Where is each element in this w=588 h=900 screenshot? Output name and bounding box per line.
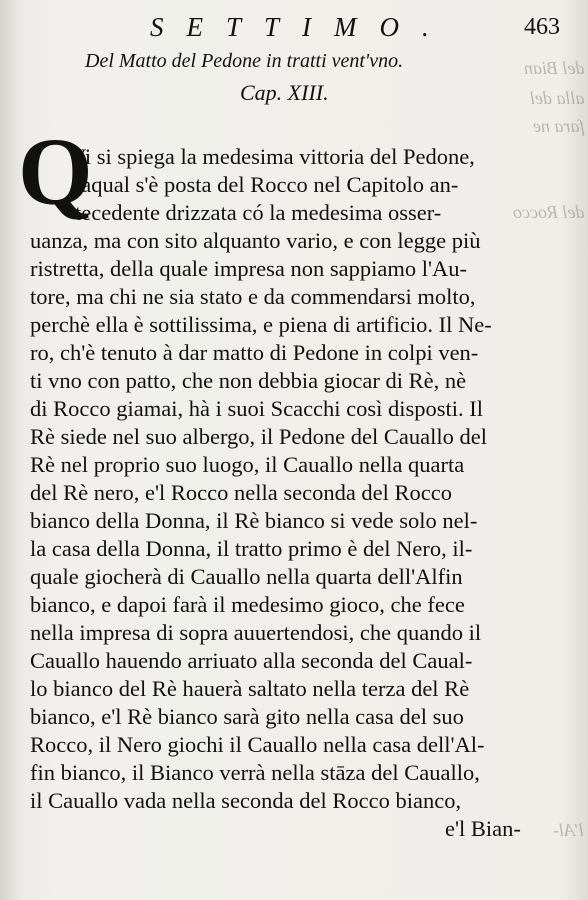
bleed-through-line-2: alla del bbox=[529, 88, 584, 108]
body-line: lo bianco del Rè hauerà saltato nella terza del Rè bbox=[30, 676, 470, 701]
bleed-through-line-3: fara ne bbox=[532, 116, 584, 136]
body-line: tore, ma chi ne sia stato e da commendarsi molto, bbox=[30, 284, 476, 309]
bleed-through-line-5: l'Al- bbox=[553, 820, 584, 840]
body-line: la casa della Donna, il tratto primo è del Nero, il- bbox=[30, 536, 473, 561]
chapter-title: Del Matto del Pedone in tratti vent'vno. bbox=[85, 50, 404, 72]
body-line: Rè nel proprio suo luogo, il Cauallo nella quarta bbox=[30, 452, 465, 477]
body-line: bianco, e'l Rè bianco sarà gito nella casa del suo bbox=[30, 704, 464, 729]
body-line: quale giocherà di Cauallo nella quarta dell'Alfin bbox=[30, 564, 463, 589]
body-line: Rè siede nel suo albergo, il Pedone del Cauallo del bbox=[30, 424, 487, 449]
body-line: ristretta, della quale impresa non sappiamo l'Au- bbox=[30, 256, 468, 281]
body-line: bianco della Donna, il Rè bianco si vede solo nel- bbox=[30, 508, 478, 533]
body-line: uanza, ma con sito alquanto vario, e con legge più bbox=[30, 228, 481, 253]
body-line: tecedente drizzata có la medesima osser- bbox=[75, 200, 442, 225]
bleed-through-line-4: del Rocco bbox=[512, 202, 584, 222]
drop-cap: Q bbox=[18, 118, 93, 225]
catchword: e'l Bian- bbox=[445, 816, 521, 841]
body-line: perchè ella è sottilissima, e piena di artificio. Il Ne- bbox=[30, 312, 492, 337]
body-line: del Rè nero, e'l Rocco nella seconda del Rocco bbox=[30, 480, 453, 505]
body-line: il Cauallo vada nella seconda del Rocco bianco, bbox=[30, 788, 462, 813]
body-line: ti vno con patto, che non debbia giocar di Rè, nè bbox=[30, 368, 467, 393]
page-number: 463 bbox=[524, 14, 560, 40]
body-line: Rocco, il Nero giochi il Cauallo nella casa dell'Al- bbox=[30, 732, 485, 757]
body-line: fin bianco, il Bianco verrà nella stāza del Cauallo, bbox=[30, 760, 480, 785]
body-line: Cauallo hauendo arriuato alla seconda del Caual- bbox=[30, 648, 473, 673]
running-head: SETTIMO. bbox=[150, 12, 452, 42]
body-line: ro, ch'è tenuto à dar matto di Pedone in colpi ven- bbox=[30, 340, 479, 365]
body-line: laqual s'è posta del Rocco nel Capitolo an- bbox=[75, 172, 459, 197]
body-line: bianco, e dapoi farà il medesimo gioco, che fece bbox=[30, 592, 465, 617]
bleed-through-line-1: del Bian bbox=[523, 58, 584, 78]
chapter-number: Cap. XIII. bbox=[240, 80, 329, 105]
body-line: di Rocco giamai, hà i suoi Scacchi così disposti. Il bbox=[30, 396, 484, 421]
body-line: Vi si spiega la medesima vittoria del Pedone, bbox=[70, 144, 475, 169]
body-line: nella impresa di sopra auuertendosi, che quando il bbox=[30, 620, 482, 645]
